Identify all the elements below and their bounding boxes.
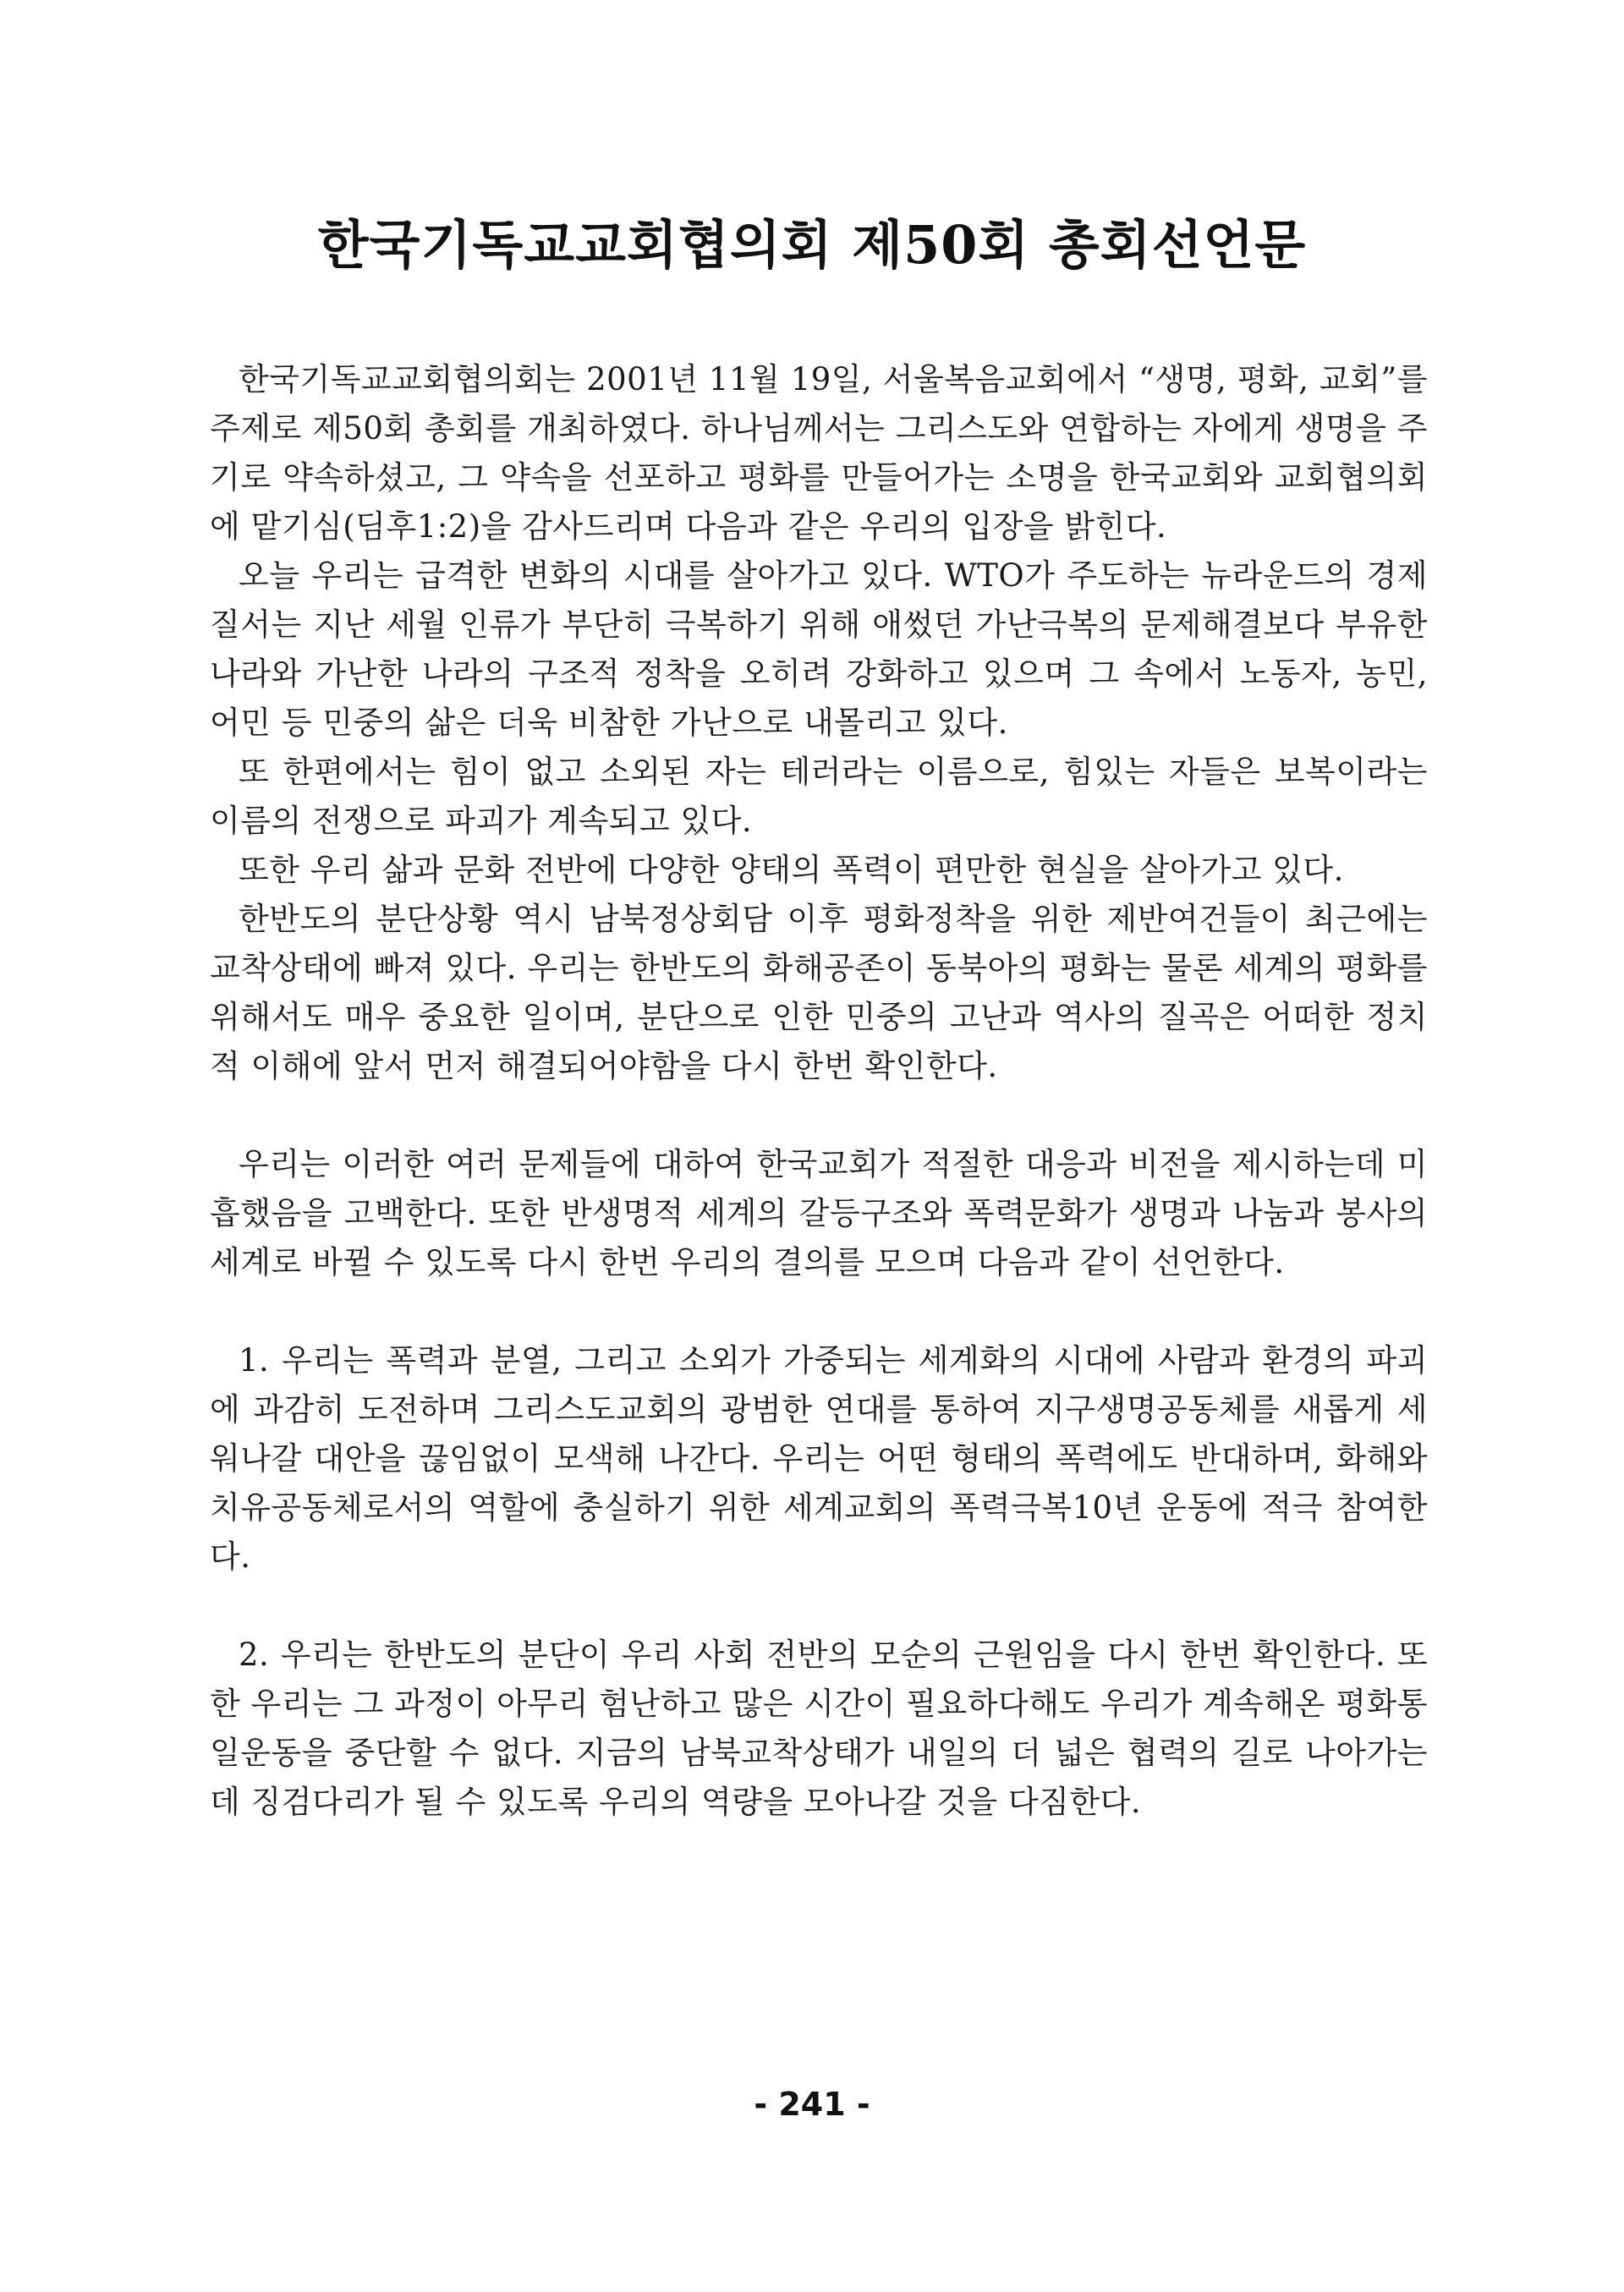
page-number: - 241 - xyxy=(754,2086,870,2123)
paragraph-gap xyxy=(210,1287,1428,1336)
paragraph-confession: 우리는 이러한 여러 문제들에 대하여 한국교회가 적절한 대응과 비전을 제시하는데 미흡했음을 고백한다. 또한 반생명적 세계의 갈등구조와 폭력문화가 생명과 나눔과 봉사의 세계로 바뀔 수 있도록 다시 한번 우리의 결의를 모으며 다음과 같이 선언한다. xyxy=(210,1146,1428,1280)
paragraph-gap xyxy=(210,1091,1428,1140)
paragraph-declaration-1: 1. 우리는 폭력과 분열, 그리고 소외가 가중되는 세계화의 시대에 사람과 환경의 파괴에 과감히 도전하며 그리스도교회의 광범한 연대를 통하여 지구생명공동체를 새롭게 세워나갈 대안을 끊임없이 모색해 나간다. 우리는 어떤 형태의 폭력에도 반대하며, 화해와 치유공동체로서의 역할에 충실하기 위한 세계교회의 폭력극복10년 운동에 적극 참여한다. xyxy=(210,1342,1428,1575)
paragraph-economy: 오늘 우리는 급격한 변화의 시대를 살아가고 있다. WTO가 주도하는 뉴라운드의 경제질서는 지난 세월 인류가 부단히 극복하기 위해 애썼던 가난극복의 문제해결보다 부유한 나라와 가난한 나라의 구조적 정착을 오히려 강화하고 있으며 그 속에서 노동자, 농민, 어민 등 민중의 삶은 더욱 비참한 가난으로 내몰리고 있다. xyxy=(210,557,1428,741)
paragraph-gap xyxy=(210,1582,1428,1631)
paragraph-intro: 한국기독교교회협의회는 2001년 11월 19일, 서울복음교회에서 “생명, 평화, 교회”를 주제로 제50회 총회를 개최하였다. 하나님께서는 그리스도와 연합하는 자에게 생명을 주기로 약속하셨고, 그 약속을 선포하고 평화를 만들어가는 소명을 한국교회와 교회협의회에 맡기심(딤후1:2)을 감사드리며 다음과 같은 우리의 입장을 밝힌다. xyxy=(210,361,1428,545)
paragraph-korea-division: 한반도의 분단상황 역시 남북정상회담 이후 평화정착을 위한 제반여건들이 최근에는 교착상태에 빠져 있다. 우리는 한반도의 화해공존이 동북아의 평화는 물론 세계의 평화를 위해서도 매우 중요한 일이며, 분단으로 인한 민중의 고난과 역사의 질곡은 어떠한 정치적 이해에 앞서 먼저 해결되어야함을 다시 한번 확인한다. xyxy=(210,901,1428,1084)
document-title: 한국기독교교회협의회 제50회 총회선언문 xyxy=(317,214,1307,276)
paragraph-violence: 또한 우리 삶과 문화 전반에 다양한 양태의 폭력이 편만한 현실을 살아가고 있다. xyxy=(239,852,1344,888)
paragraph-declaration-2: 2. 우리는 한반도의 분단이 우리 사회 전반의 모순의 근원임을 다시 한번 확인한다. 또한 우리는 그 과정이 아무리 험난하고 많은 시간이 필요하다해도 우리가 계속해온 평화통일운동을 중단할 수 없다. 지금의 남북교착상태가 내일의 더 넓은 협력의 길로 나아가는데 징검다리가 될 수 있도록 우리의 역량을 모아나갈 것을 다짐한다. xyxy=(210,1637,1428,1820)
document-body xyxy=(210,355,1428,1827)
paragraph-terror: 또 한편에서는 힘이 없고 소외된 자는 테러라는 이름으로, 힘있는 자들은 보복이라는 이름의 전쟁으로 파괴가 계속되고 있다. xyxy=(210,754,1428,839)
